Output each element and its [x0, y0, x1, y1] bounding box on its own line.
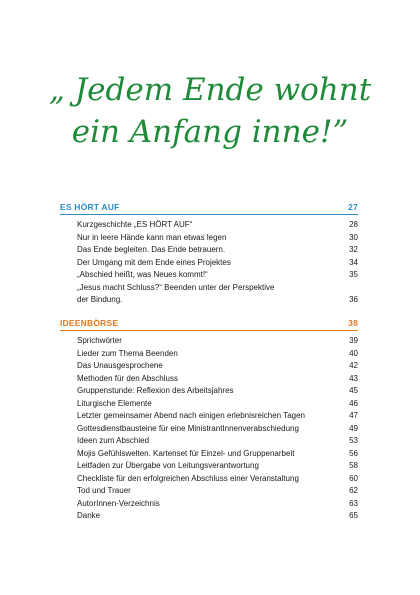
toc-entries [60, 219, 358, 307]
toc-entry [60, 219, 358, 232]
toc-entry-title: Ideen zum Abschied [77, 436, 150, 445]
toc-entry-page: 49 [349, 423, 358, 433]
toc-entry-title: Sprichwörter [77, 336, 122, 345]
toc-entry-title: Letzter gemeinsamer Abend nach einigen erlebnisreichen Tagen [77, 411, 306, 420]
toc-entry [60, 348, 358, 361]
toc-section-es-hoert-auf [60, 200, 358, 307]
toc-entry-title: Gruppenstunde: Reflexion des Arbeitsjahres [77, 386, 234, 395]
section-heading [60, 200, 358, 214]
section-heading [60, 316, 358, 330]
toc-entry [60, 385, 358, 398]
toc-entry [60, 244, 358, 257]
toc-entry-page: 62 [349, 486, 358, 495]
toc-entry [60, 485, 358, 498]
quote-line-2: ein Anfang inne!” [71, 114, 349, 150]
toc-entry-page: 42 [349, 361, 358, 370]
toc-entry-title: „Abschied heißt, was Neues kommt!“ [77, 270, 208, 279]
toc-entry-title: Lieder zum Thema Beenden [77, 348, 178, 358]
toc-entry [60, 335, 358, 348]
toc-entry-page: 65 [349, 511, 358, 520]
section-divider [60, 214, 358, 215]
toc-entry-title: Danke [77, 511, 101, 520]
toc-entry [60, 460, 358, 473]
quote-line-1: „ Jedem Ende wohnt [48, 72, 372, 108]
section-title: IDEENBÖRSE [60, 318, 119, 328]
toc-entry-page: 30 [349, 232, 358, 242]
toc-entry [60, 282, 358, 307]
toc-entry-title: Das Ende begleiten. Das Ende betrauern. [77, 245, 226, 254]
toc-entry [60, 498, 358, 511]
toc-entry-page: 45 [349, 386, 358, 395]
toc-entry-title: Tod und Trauer [77, 486, 131, 495]
toc-entry-page: 63 [349, 498, 358, 508]
toc-entry-page: 36 [349, 295, 358, 304]
toc-entries [60, 335, 358, 523]
section-page: 27 [348, 202, 358, 212]
toc-entry [60, 232, 358, 245]
toc-entry-page: 58 [349, 461, 358, 470]
toc-entry [60, 398, 358, 411]
toc-entry-title: „Jesus macht Schluss?“ Beenden unter der Perspektive [77, 282, 275, 292]
toc-entry [60, 360, 358, 373]
toc-entry-title: Liturgische Elemente [77, 398, 152, 408]
section-title: ES HÖRT AUF [60, 202, 120, 212]
toc-entry-title: Leitfaden zur Übergabe von Leitungsverantwortung [77, 461, 259, 470]
section-page: 38 [348, 318, 358, 328]
toc-entry-title: Methoden für den Abschluss [77, 373, 178, 383]
toc-entry-page: 35 [349, 270, 358, 279]
toc-section-ideenboerse [60, 316, 358, 523]
toc-entry-page: 39 [349, 336, 358, 345]
toc-entry-title: Der Umgang mit dem Ende eines Projektes [77, 257, 231, 267]
toc-entry-page: 60 [349, 473, 358, 483]
toc-entry-page: 32 [349, 245, 358, 254]
toc-entry-page: 43 [349, 373, 358, 383]
toc-entry [60, 410, 358, 423]
toc-entry [60, 257, 358, 270]
toc-entry-title: Nur in leere Hände kann man etwas legen [77, 232, 227, 242]
toc-entry-title: Gottesdienstbausteine für eine MinistrantInnenverabschiedung [77, 423, 299, 433]
toc-entry-page: 40 [349, 348, 358, 358]
toc-entry-title: der Bindung. [77, 295, 123, 304]
toc-entry-page: 53 [349, 436, 358, 445]
toc-entry-title: AutorInnen-Verzeichnis [77, 498, 160, 508]
toc-entry [60, 510, 358, 523]
toc-entry-page: 34 [349, 257, 358, 267]
toc-entry [60, 448, 358, 461]
section-divider [60, 330, 358, 331]
toc-entry-title: Das Unausgesprochene [77, 361, 163, 370]
toc-entry [60, 473, 358, 486]
toc-entry-page: 56 [349, 448, 358, 458]
toc-entry [60, 373, 358, 386]
toc-entry-title: Checkliste für den erfolgreichen Abschluss einer Veranstaltung [77, 473, 299, 483]
toc-entry-title: Kurzgeschichte „ES HÖRT AUF“ [77, 220, 193, 229]
toc-entry-page: 47 [349, 411, 358, 420]
toc-entry [60, 435, 358, 448]
toc-entry-page: 46 [349, 398, 358, 408]
toc-entry [60, 423, 358, 436]
toc-entry-page: 28 [349, 220, 358, 229]
toc-entry-title: Mojis Gefühlswelten. Kartenset für Einzel- und Gruppenarbeit [77, 448, 295, 458]
toc-entry [60, 269, 358, 282]
